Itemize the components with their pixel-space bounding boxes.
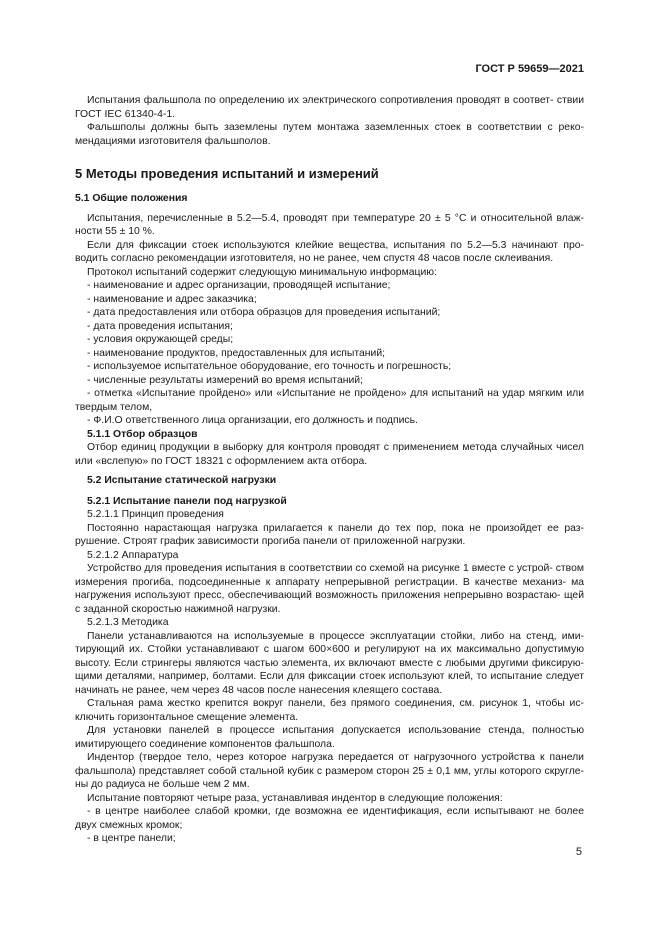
intro-paragraph-1: Испытания фальшпола по определению их электрического сопротивления проводят в соответ- ствии ГОСТ IEC 61340-4-1. [75, 95, 584, 120]
s5213-paragraph-1: Панели устанавливаются на используемые в процессе эксплуатации стойки, либо на стенд, ими- тирующий их. Стойки устанавливают с шагом 600×600 и регулируют на их максимально допустимую высоту. Если стрингеры являются частью элемента, их включают вместе с любыми другими фиксирую- щими деталями, например, болтами. Если для фиксации стоек используют клей, то испытание следует начинать не ранее, чем через 48 часов после нанесения клеящего состава. [75, 630, 584, 696]
list-item: - условия окружающей среды; [87, 334, 234, 345]
s5213-paragraph-2: Стальная рама жестко крепится вокруг панели, без прямого соединения, см. рисунок 1, чтобы ис- ключить горизонтальное смещение элемента. [75, 698, 584, 723]
positions-list [75, 805, 584, 846]
section-5-title: 5 Методы проведения испытаний и измерений [75, 166, 379, 181]
protocol-list [75, 279, 584, 428]
s5212-paragraph: Устройство для проведения испытания в соответствии со схемой на рисунке 1 вместе с устрой- ством измерения прогиба, подсоединенные к аппарату непрерывной регистрации. В качестве механиз- ма нагружения используют пресс, обеспечивающий возможность приложения непрерывно возрастаю- щей с заданной скоростью нажимной нагрузки. [75, 563, 584, 615]
list-item: - наименование и адрес организации, проводящей испытание; [87, 280, 391, 291]
list-item: - в центре наиболее слабой кромки, где возможна ее идентификация, если испытывают не более двух смежных кромок; [75, 806, 584, 831]
s5213-paragraph-4: Индентор (твердое тело, через которое нагрузка передается от нагрузочного устройства к панели фальшпола) представляет собой стальной кубик с размером сторон 25 ± 0,1 мм, углы которого скругле- ны до радиуса не больше чем 2 мм. [75, 752, 584, 790]
list-item: - дата предоставления или отбора образцов для проведения испытаний; [87, 307, 441, 318]
s51-paragraph-3: Протокол испытаний содержит следующую минимальную информацию: [87, 266, 437, 278]
intro-paragraph-2: Фальшполы должны быть заземлены путем монтажа заземленных стоек в соответствии с реко- мендациями изготовителя фальшполов. [75, 122, 584, 147]
s5211-paragraph: Постоянно нарастающая нагрузка прилагается к панели до тех пор, пока не произойдет ее раз- рушение. Строят график зависимости прогиба панели от приложенной нагрузки. [75, 522, 584, 547]
section-5-2-1-2-title: 5.2.1.2 Аппаратура [87, 549, 179, 561]
list-item: - Ф.И.О ответственного лица организации, его должность и подпись. [87, 415, 418, 426]
list-item: - наименование продуктов, предоставленных для испытаний; [87, 347, 386, 359]
section-5-2-1-title: 5.2.1 Испытание панели под нагрузкой [87, 495, 287, 507]
list-item: - дата проведения испытания; [87, 320, 233, 332]
s5213-paragraph-5: Испытание повторяют четыре раза, устанавливая индентор в следующие положения: [87, 792, 503, 804]
section-5-2-1-1-title: 5.2.1.1 Принцип проведения [87, 509, 224, 520]
list-item: - наименование и адрес заказчика; [87, 293, 257, 305]
s51-paragraph-2: Если для фиксации стоек используются клейкие вещества, испытания по 5.2—5.3 начинают про- водить согласно рекомендации изготовителя, но не ранее, чем спустя 48 часов после склеивания. [75, 239, 584, 264]
list-item: - численные результаты измерений во время испытаний; [87, 374, 363, 386]
document-header: ГОСТ Р 59659—2021 [475, 63, 584, 75]
page-number: 5 [575, 846, 582, 858]
section-5-2-title: 5.2 Испытание статической нагрузки [87, 475, 277, 486]
s511-paragraph: Отбор единиц продукции в выборку для контроля проводят с применением метода случайных чисел или «вслепую» по ГОСТ 18321 с оформлением акта отбора. [75, 442, 584, 467]
section-5-2-1-3-title: 5.2.1.3 Методика [87, 617, 169, 628]
s5213-paragraph-3: Для установки панелей в процессе испытания допускается использование стенда, полностью имитирующего соединение компонентов фальшпола. [75, 725, 584, 750]
list-item: - используемое испытательное оборудование, его точность и погрешность; [87, 361, 452, 372]
section-5-1-title: 5.1 Общие положения [75, 193, 188, 204]
section-5-1-1-title: 5.1.1 Отбор образцов [87, 428, 198, 440]
s51-paragraph-1: Испытания, перечисленные в 5.2—5.4, проводят при температуре 20 ± 5 °С и относительной влаж- ности 55 ± 10 %. [75, 212, 584, 237]
list-item: - отметка «Испытание пройдено» или «Испытание не пройдено» для испытаний на удар мягким или твердым телом, [75, 388, 584, 413]
page-content [75, 94, 584, 846]
list-item: - в центре панели; [87, 833, 176, 844]
